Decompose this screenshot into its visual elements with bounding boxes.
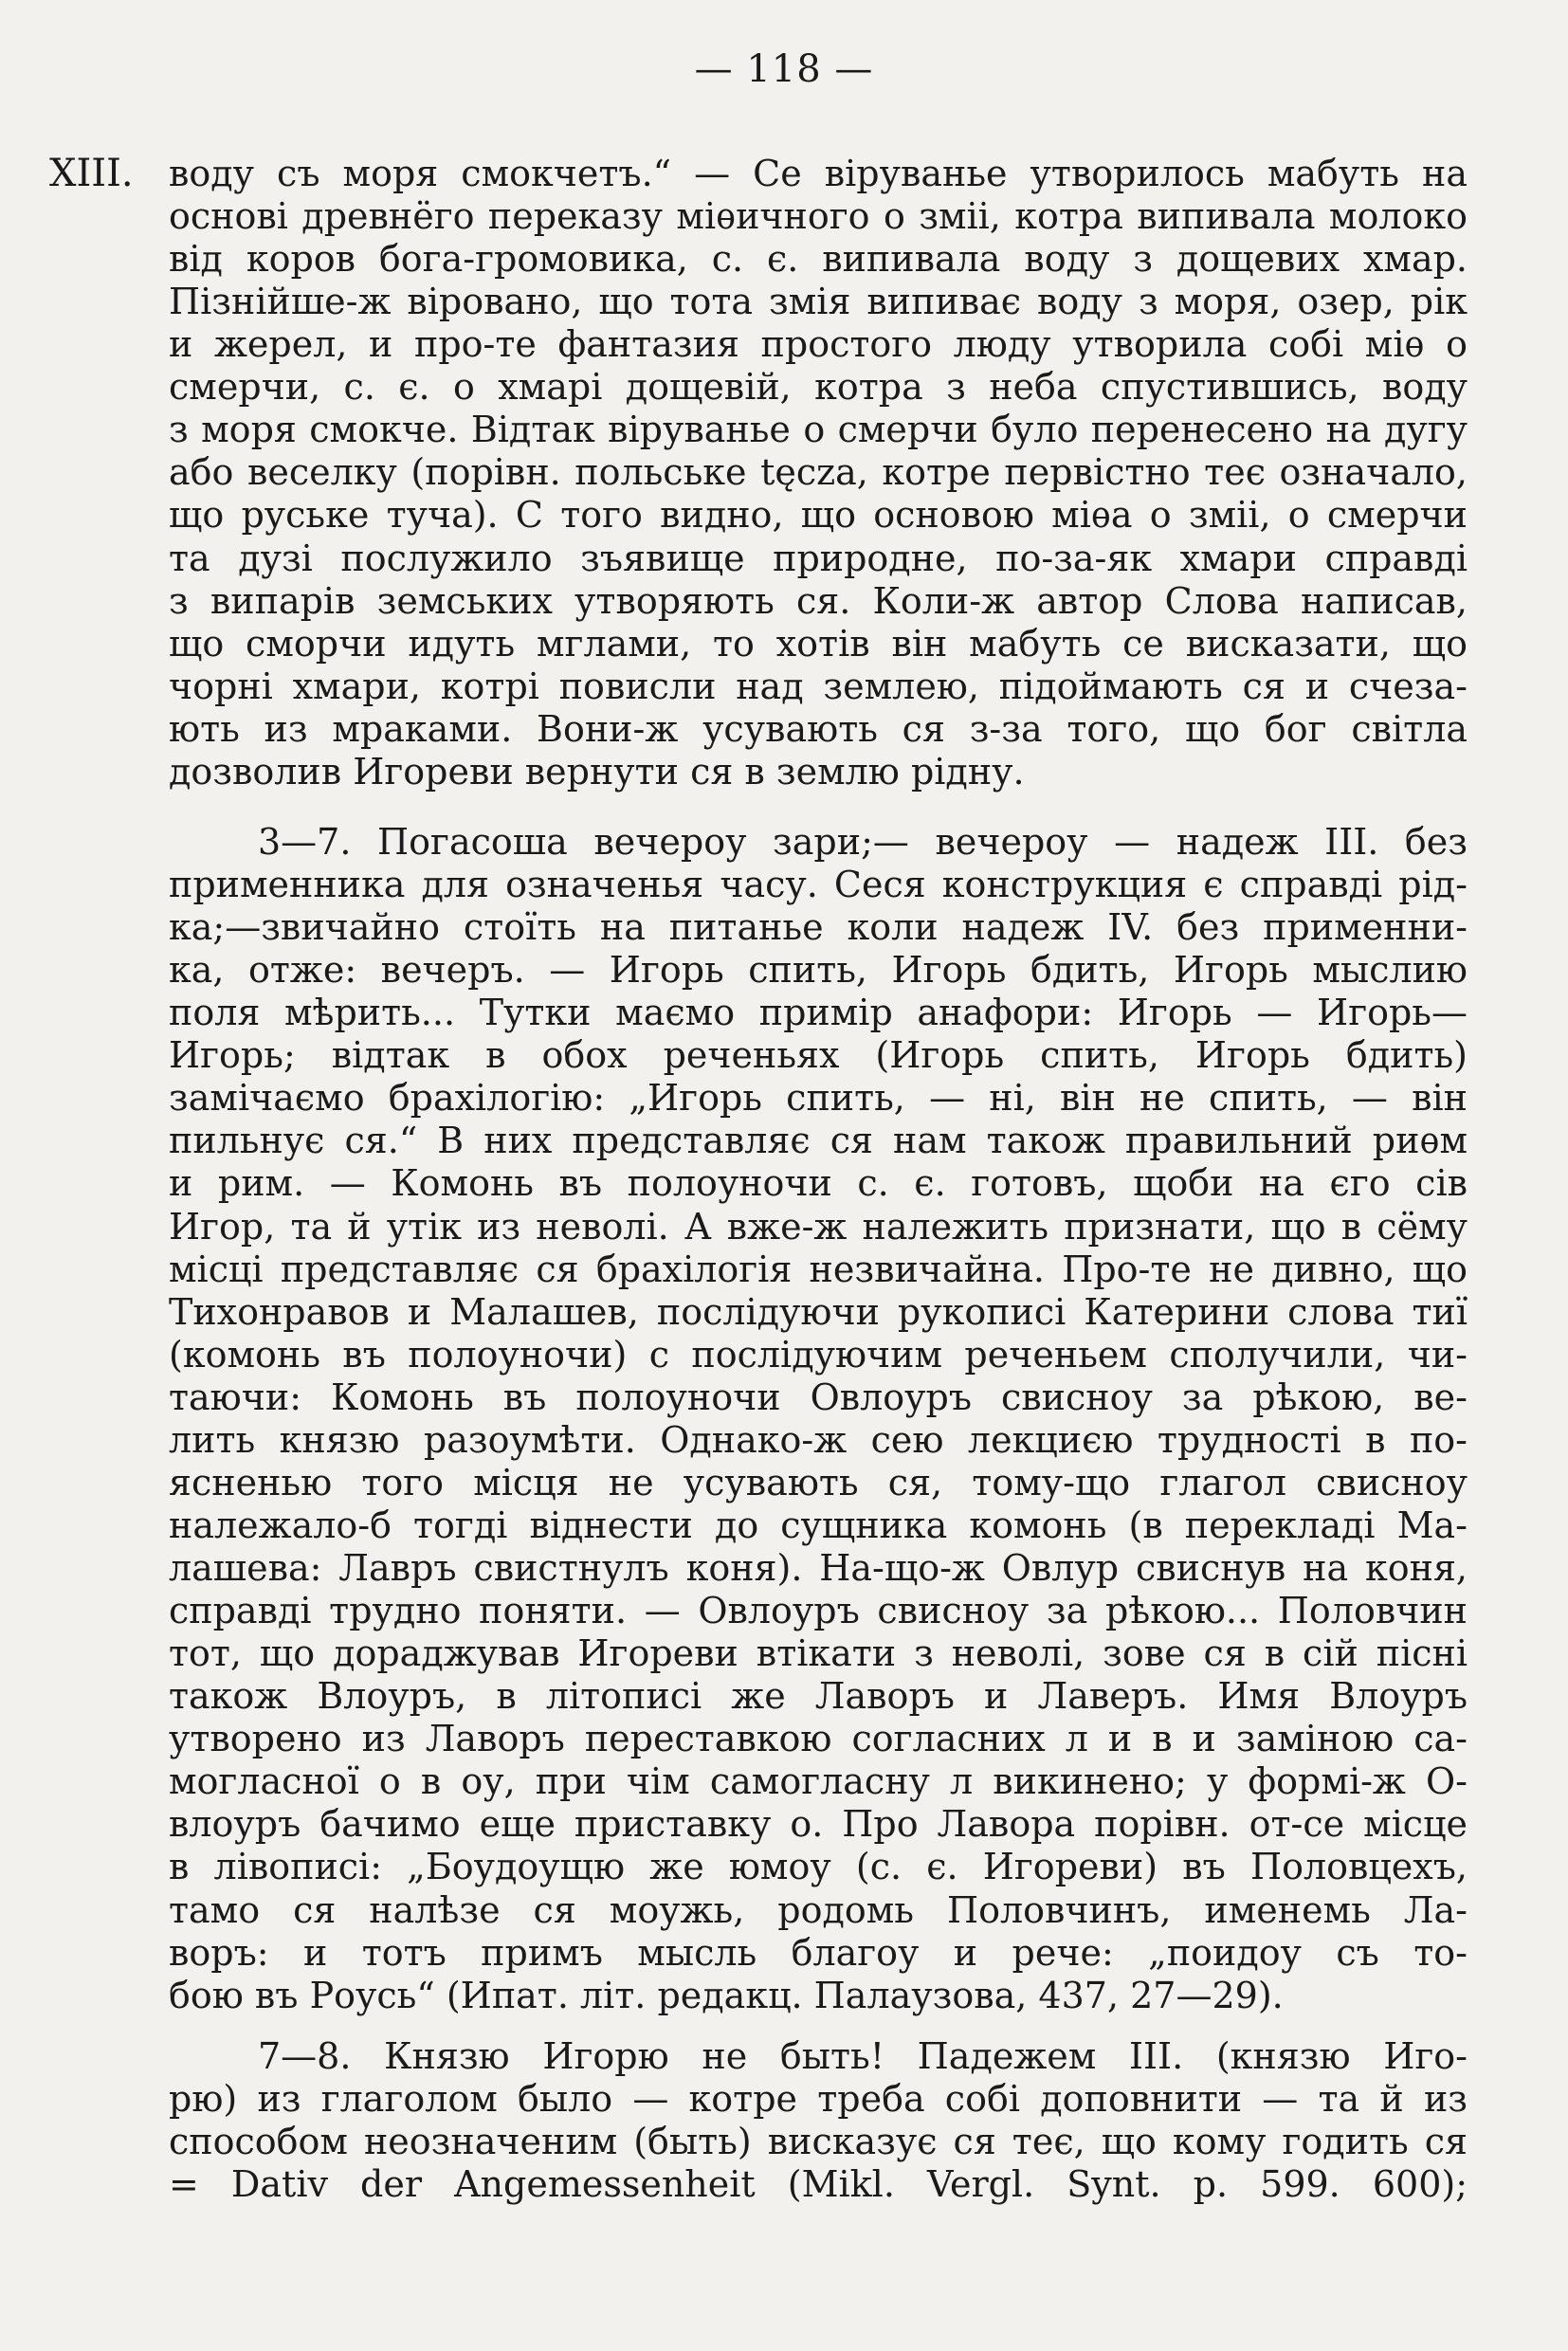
text-line: поля мѣрить... Тутки маємо примір анафори: Игорь — Игорь— [169, 992, 1468, 1033]
text-line: замічаємо брахілогію: „Игорь спить, — ні, він не спить, — він [169, 1077, 1468, 1119]
text-line: місці представляє ся брахілогія незвичайна. Про-те не дивно, що [169, 1248, 1468, 1290]
text-line: и жерел, и про-те фантазия простого люду утворила собі міѳ о [169, 323, 1468, 365]
text-line: чорні хмари, котрі повисли над землею, підоймають ся и счеза- [169, 665, 1468, 707]
text-line: 3—7. Погасоша вечероу зари;— вечероу — надеж III. без [258, 821, 1468, 863]
page-number: — 118 — [694, 47, 874, 91]
text-line: з випарів земських утворяють ся. Коли-ж автор Слова написав, [169, 580, 1468, 622]
text-line: пильнує ся.“ В них представляє ся нам також правильний риѳм [169, 1120, 1468, 1161]
text-line: ясненью того місця не усувають ся, тому-що глагол свисноу [169, 1462, 1468, 1504]
text-line: (комонь въ полоуночи) с послідуючим реченьем сполучили, чи- [169, 1334, 1468, 1376]
text-line: утворено из Лаворъ переставкою согласних л и в и заміною са- [169, 1718, 1468, 1759]
section-marker: XIII. [49, 152, 134, 195]
text-line: применника для означенья часу. Сеся конструкция є справді рід- [169, 864, 1468, 905]
text-line: воръ: и тотъ примъ мысль благоу и рече: „поидоу съ то- [169, 1932, 1468, 1974]
text-line: бою въ Роусь“ (Ипат. літ. редакц. Палаузова, 437, 27—29). [169, 1975, 1284, 2016]
text-line: Игор, та й утік из неволі. А вже-ж належить признати, що в сёму [169, 1206, 1468, 1248]
text-line: в лівописі: „Боудоущю же юмоу (с. є. Игореви) въ Половцехъ, [169, 1846, 1468, 1887]
text-line: основі древнёго переказу міѳичного о зміі, котра випивала молоко [169, 195, 1468, 237]
text-line: з моря смокче. Відтак віруванье о смерчи було перенесено на дугу [169, 409, 1468, 450]
text-line: смерчи, с. є. о хмарі дощевій, котра з неба спустившись, воду [169, 366, 1468, 408]
text-line: = Dativ der Angemessenheit (Mikl. Vergl. Synt. p. 599. 600); [169, 2163, 1468, 2205]
text-line: таючи: Комонь въ полоуночи Овлоуръ свисноу за рѣкою, ве- [169, 1376, 1468, 1418]
text-line: Пізнійше-ж віровано, що тота змія випиває воду з моря, озер, рік [169, 281, 1468, 322]
text-line: або веселку (порівн. польське tęcza, котре первістно теє означало, [169, 451, 1468, 493]
text-line: що руське туча). С того видно, що основою міѳа о зміі, о смерчи [169, 494, 1468, 536]
text-line: воду съ моря смокчетъ.“ — Се віруванье утворилось мабуть на [169, 153, 1468, 194]
text-line: рю) из глаголом было — котре треба собі доповнити — та й из [169, 2078, 1468, 2120]
text-line: від коров бога-громовика, с. є. випивала воду з дощевих хмар. [169, 238, 1468, 280]
text-line: влоуръ бачимо еще приставку о. Про Лавора порівн. от-се місце [169, 1803, 1468, 1845]
text-line: Игорь; відтак в обох реченьях (Игорь спить, Игорь бдить) [169, 1034, 1468, 1076]
text-line: тамо ся налѣзе ся моужь, родомь Половчинъ, именемь Ла- [169, 1889, 1468, 1931]
text-line: належало-б тогді віднести до сущника комонь (в перекладі Ма- [169, 1504, 1468, 1546]
text-line: лашева: Лавръ свистнулъ коня). На-що-ж Овлур свиснув на коня, [169, 1547, 1468, 1589]
text-line: та дузі послужило зъявище природне, по-за-як хмари справді [169, 538, 1468, 579]
text-line: способом неозначеним (быть) висказує ся теє, що кому годить ся [169, 2121, 1468, 2162]
text-line: и рим. — Комонь въ полоуночи с. є. готовъ, щоби на єго сів [169, 1162, 1468, 1204]
text-line: Тихонравов и Малашев, послідуючи рукописі Катерини слова тиї [169, 1291, 1468, 1333]
text-line: дозволив Игореви вернути ся в землю рідну. [169, 751, 1025, 793]
text-line: також Влоуръ, в літописі же Лаворъ и Лаверъ. Имя Влоуръ [169, 1675, 1468, 1717]
text-line: тот, що дораджував Игореви втікати з неволі, зове ся в сій пісні [169, 1632, 1468, 1674]
text-line: 7—8. Князю Игорю не быть! Падежем III. (князю Иго- [258, 2035, 1468, 2077]
text-line: ка, отже: вечеръ. — Игорь спить, Игорь бдить, Игорь мыслию [169, 949, 1468, 991]
text-line: що сморчи идуть мглами, то хотів він мабуть се висказати, що [169, 623, 1468, 665]
text-line: ка;—звичайно стоїть на питанье коли надеж IV. без применни- [169, 906, 1468, 948]
text-line: ють из мраками. Вони-ж усувають ся з-за того, що бог світла [169, 708, 1468, 750]
text-line: справді трудно поняти. — Овлоуръ свисноу за рѣкою... Половчин [169, 1590, 1468, 1631]
text-line: могласної о в оу, при чім самогласну л викинено; у формі-ж О- [169, 1760, 1468, 1802]
text-line: лить князю разоумѣти. Однако-ж сею лекциєю трудності в по- [169, 1419, 1468, 1461]
